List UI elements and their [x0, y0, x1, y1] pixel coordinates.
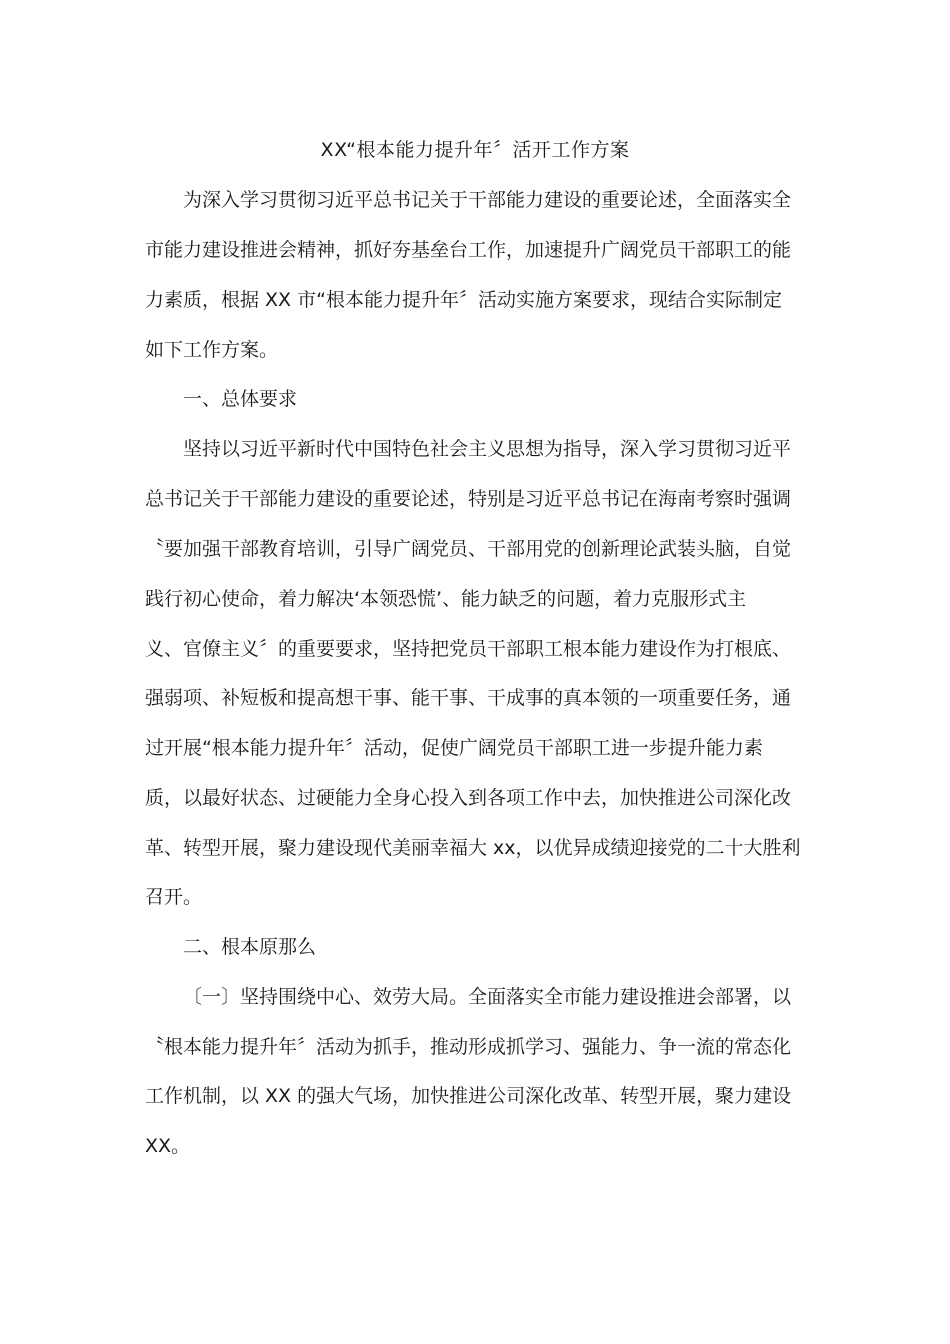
document-title: XX“根本能力提升年〞活开工作方案: [320, 139, 630, 161]
section1-line-7: 过开展“根本能力提升年〞活动，促使广阔党员干部职工进一步提升能力素: [145, 737, 763, 759]
section1-line-6: 强弱项、补短板和提高想干事、能干事、干成事的真本领的一项重要任务，通: [145, 687, 792, 709]
section1-line-10: 召开。: [145, 886, 203, 908]
section1-line-5: 义、官僚主义〞的重要要求，坚持把党员干部职工根本能力建设作为打根底、: [145, 638, 792, 660]
section2-line-3: 工作机制，以 XX 的强大气场，加快推进公司深化改革、转型开展，聚力建设: [145, 1085, 792, 1107]
section2-line-1: 〔一〕坚持围绕中心、效劳大局。全面落实全市能力建设推进会部署，以: [183, 986, 792, 1008]
intro-line-4: 如下工作方案。: [145, 339, 279, 361]
section2-line-4: XX。: [145, 1135, 191, 1157]
section-heading-1: 一、总体要求: [183, 388, 298, 410]
intro-line-3: 力素质，根据 XX 市“根本能力提升年〞活动实施方案要求，现结合实际制定: [145, 289, 782, 311]
section1-line-4: 践行初心使命，着力解决‘本领恐慌’、能力缺乏的问题，着力克服形式主: [145, 588, 747, 610]
intro-line-2: 市能力建设推进会精神，抓好夯基垒台工作，加速提升广阔党员干部职工的能: [145, 239, 792, 261]
section2-line-2: 〝根本能力提升年〞活动为抓手，推动形成抓学习、强能力、争一流的常态化: [145, 1036, 792, 1058]
section1-line-8: 质，以最好状态、过硬能力全身心投入到各项工作中去，加快推进公司深化改: [145, 787, 792, 809]
section1-line-3: 〝要加强干部教育培训，引导广阔党员、干部用党的创新理论武装头脑，自觉: [145, 538, 792, 560]
section1-line-9: 革、转型开展，聚力建设现代美丽幸福大 xx，以优异成绩迎接党的二十大胜利: [145, 837, 801, 859]
intro-line-1: 为深入学习贯彻习近平总书记关于干部能力建设的重要论述，全面落实全: [183, 189, 792, 211]
section-heading-2: 二、根本原那么: [183, 936, 317, 958]
section1-line-2: 总书记关于干部能力建设的重要论述，特别是习近平总书记在海南考察时强调: [145, 488, 792, 510]
section1-line-1: 坚持以习近平新时代中国特色社会主义思想为指导，深入学习贯彻习近平: [183, 438, 792, 460]
